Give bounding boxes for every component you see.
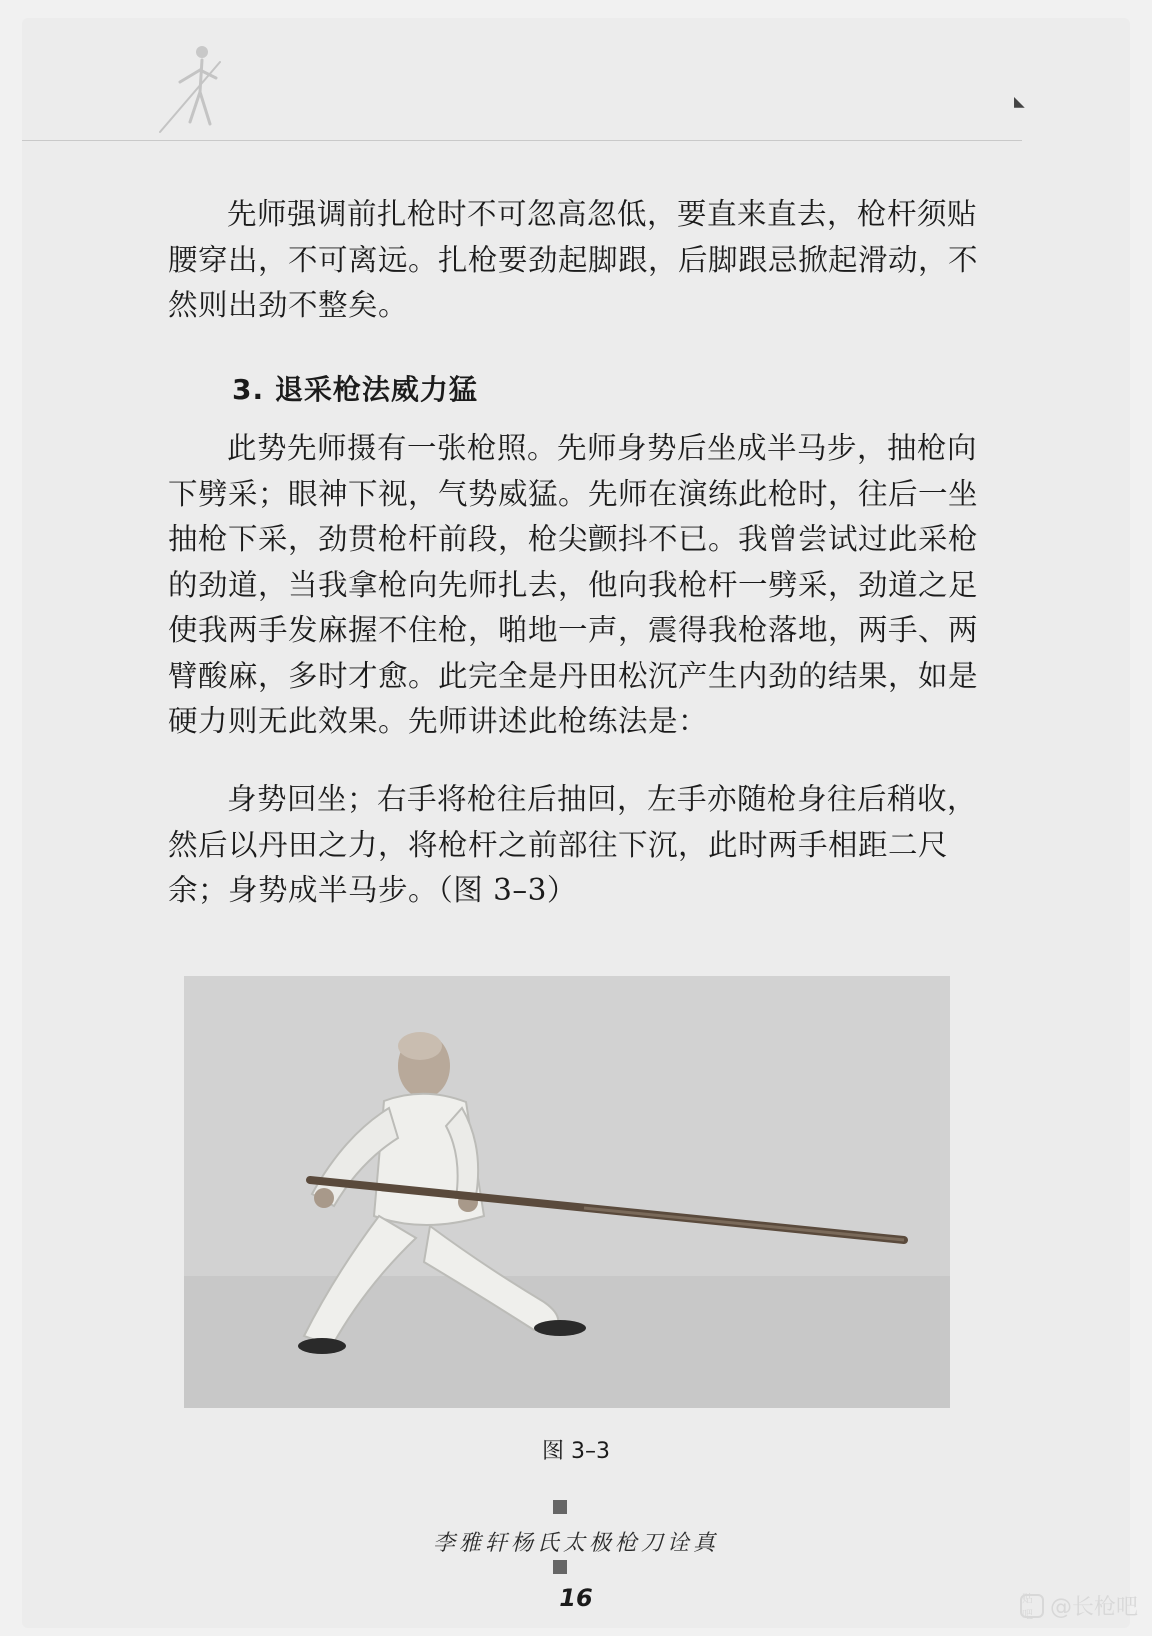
footer-square-bottom-icon — [553, 1560, 567, 1574]
figure-caption: 图 3–3 — [542, 1439, 610, 1464]
book-title: 李雅轩杨氏太极枪刀诠真 — [432, 1531, 719, 1556]
section-title: 3. 退采枪法威力猛 — [232, 373, 478, 406]
watermark — [1020, 1590, 1138, 1621]
paragraph-1: 先师强调前扎枪时不可忽高忽低，要直来直去，枪杆须贴腰穿出，不可离远。扎枪要劲起脚跟，后脚跟忌掀起滑动，不然则出劲不整矣。 — [168, 197, 979, 322]
figure-photo — [184, 976, 950, 1408]
scan-mark: ◣ — [1014, 94, 1025, 110]
spear-posture-figure — [184, 976, 950, 1408]
tieba-icon: 贴吧 — [1020, 1594, 1044, 1618]
watermark-text: @长枪吧 — [1049, 1595, 1138, 1620]
paragraph-3: 身势回坐；右手将枪往后抽回，左手亦随枪身往后稍收，然后以丹田之力，将枪杆之前部往下沉，此时两手相距二尺余；身势成半马步。（图 3–3） — [168, 782, 978, 907]
paragraph-2: 此势先师摄有一张枪照。先师身势后坐成半马步，抽枪向下劈采；眼神下视，气势威猛。先师在演练此枪时，往后一坐抽枪下采，劲贯枪杆前段，枪尖颤抖不已。我曾尝试过此采枪的劲道，当我拿枪向先师扎去，他向我枪杆一劈采，劲道之足使我两手发麻握不住枪，啪地一声，震得我枪落地，两手、两臂酸麻，多时才愈。此完全是丹田松沉产生内劲的结果，如是硬力则无此效果。先师讲述此枪练法是： — [168, 431, 979, 738]
page-number: 16 — [559, 1584, 593, 1612]
footer-square-top-icon — [553, 1500, 567, 1514]
header-decoration-icon — [150, 42, 230, 142]
